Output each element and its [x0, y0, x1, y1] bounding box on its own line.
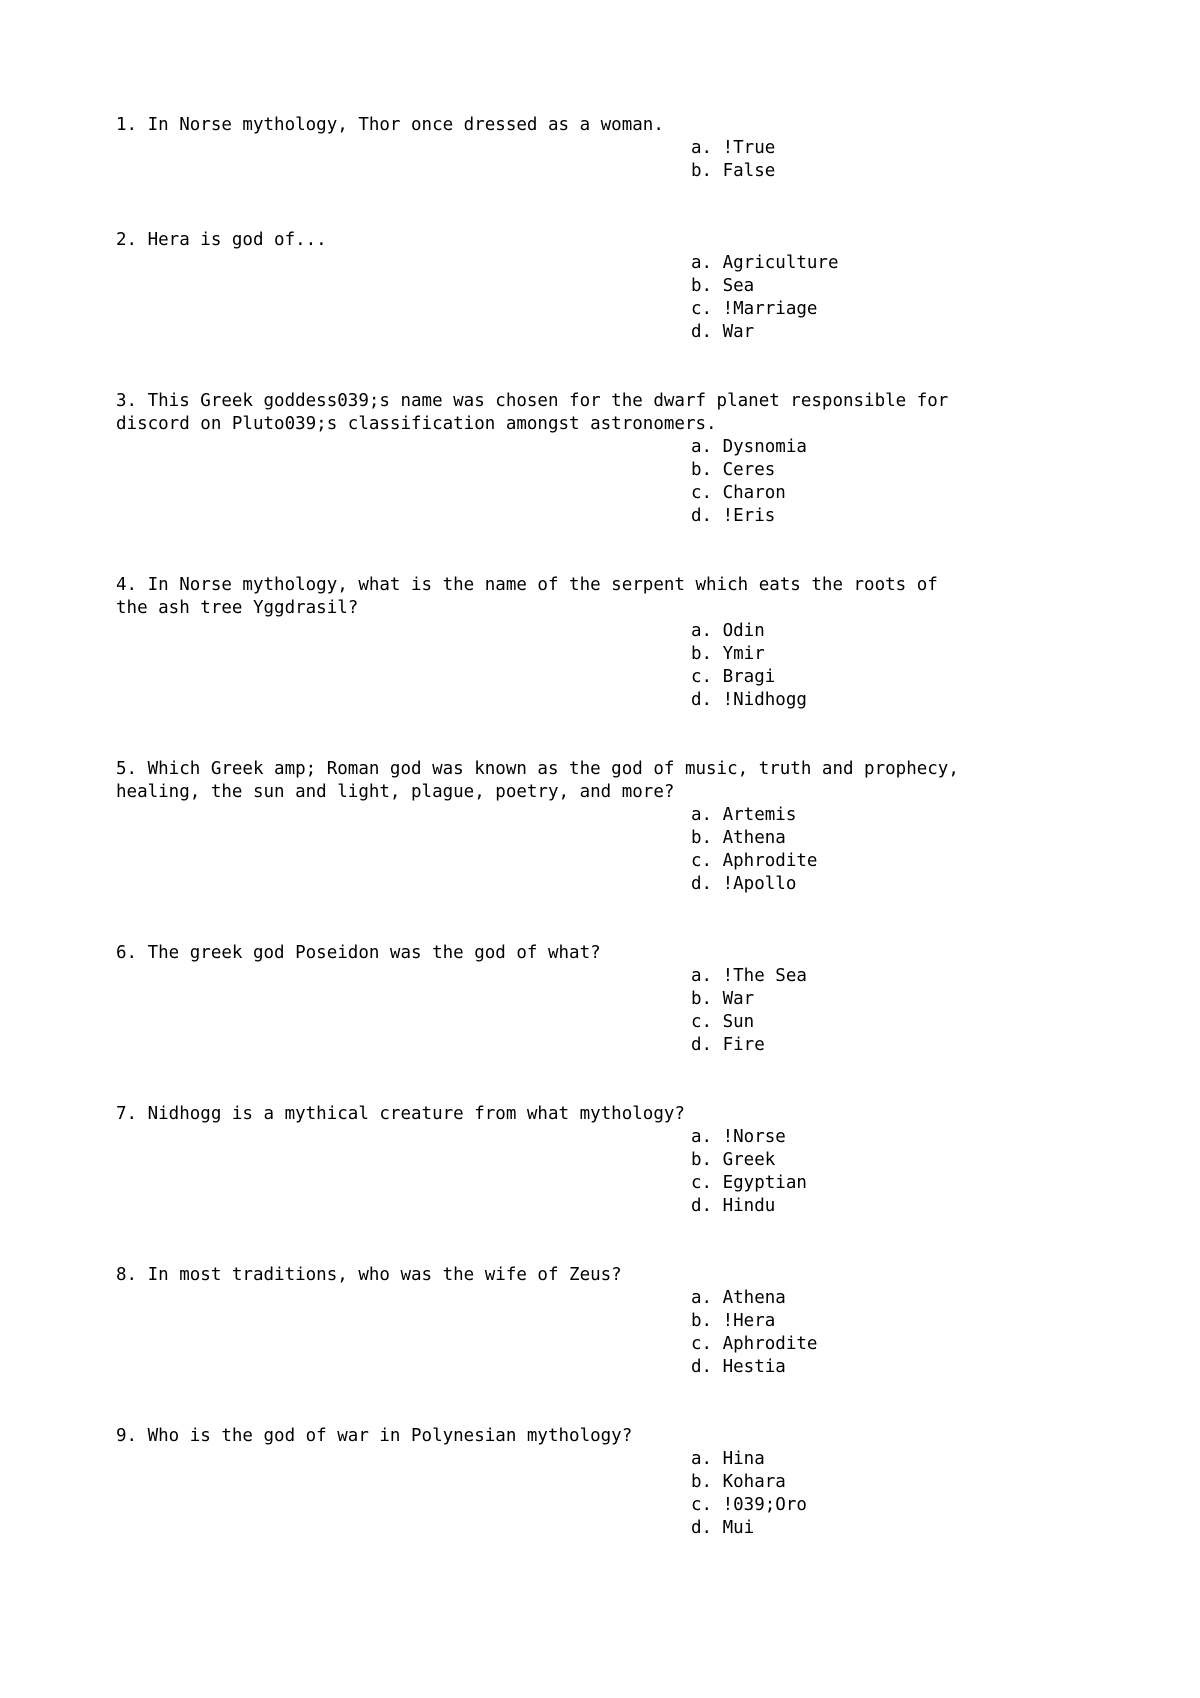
answer-option: d. War — [691, 322, 755, 342]
answer-options — [116, 804, 1096, 896]
answer-option: a. !True — [691, 138, 776, 158]
answer-option: c. Sun — [691, 1012, 755, 1032]
question-text: 3. This Greek goddess039;s name was chosen for the dwarf planet responsible for — [116, 391, 949, 411]
answer-option: d. !Apollo — [691, 874, 797, 894]
answer-option: b. Ceres — [691, 460, 776, 480]
answer-option: c. Charon — [691, 483, 786, 503]
answer-option: d. !Eris — [691, 506, 776, 526]
answer-option: a. !The Sea — [691, 966, 807, 986]
answer-option: a. Agriculture — [691, 253, 839, 273]
answer-options — [116, 1287, 1096, 1379]
answer-option: c. !Marriage — [691, 299, 818, 319]
question-5 — [116, 758, 1096, 896]
question-text: 8. In most traditions, who was the wife of Zeus? — [116, 1265, 622, 1285]
question-text: 4. In Norse mythology, what is the name of the serpent which eats the roots of — [116, 575, 938, 595]
question-9 — [116, 1425, 1096, 1540]
question-text: 6. The greek god Poseidon was the god of what? — [116, 943, 601, 963]
answer-option: b. Kohara — [691, 1472, 786, 1492]
answer-option: c. Aphrodite — [691, 1334, 818, 1354]
question-text-continued: discord on Pluto039;s classification amongst astronomers. — [116, 414, 717, 434]
answer-option: d. !Nidhogg — [691, 690, 807, 710]
question-text-continued: the ash tree Yggdrasil? — [116, 598, 359, 618]
question-text: 2. Hera is god of... — [116, 230, 327, 250]
question-8 — [116, 1264, 1096, 1379]
answer-option: d. Fire — [691, 1035, 765, 1055]
answer-option: a. Artemis — [691, 805, 797, 825]
answer-option: b. !Hera — [691, 1311, 776, 1331]
answer-options — [116, 252, 1096, 344]
answer-options — [116, 965, 1096, 1057]
question-7 — [116, 1103, 1096, 1218]
answer-option: c. Egyptian — [691, 1173, 807, 1193]
answer-options — [116, 1126, 1096, 1218]
answer-options — [116, 620, 1096, 712]
question-4 — [116, 574, 1096, 712]
answer-option: b. Athena — [691, 828, 786, 848]
answer-option: a. Dysnomia — [691, 437, 807, 457]
question-1 — [116, 114, 1096, 183]
answer-option: c. Aphrodite — [691, 851, 818, 871]
answer-options — [116, 1448, 1096, 1540]
question-6 — [116, 942, 1096, 1057]
answer-option: d. Mui — [691, 1518, 755, 1538]
answer-option: b. War — [691, 989, 755, 1009]
question-text: 7. Nidhogg is a mythical creature from what mythology? — [116, 1104, 685, 1124]
answer-option: b. Sea — [691, 276, 755, 296]
answer-option: a. Athena — [691, 1288, 786, 1308]
answer-option: a. !Norse — [691, 1127, 786, 1147]
answer-option: a. Odin — [691, 621, 765, 641]
answer-option: b. Ymir — [691, 644, 765, 664]
answer-option: d. Hindu — [691, 1196, 776, 1216]
answer-option: c. Bragi — [691, 667, 776, 687]
answer-options — [116, 436, 1096, 528]
question-text: 5. Which Greek amp; Roman god was known as the god of music, truth and prophecy, — [116, 759, 959, 779]
question-text: 9. Who is the god of war in Polynesian mythology? — [116, 1426, 633, 1446]
question-3 — [116, 390, 1096, 528]
question-text-continued: healing, the sun and light, plague, poetry, and more? — [116, 782, 675, 802]
answer-option: b. Greek — [691, 1150, 776, 1170]
answer-option: a. Hina — [691, 1449, 765, 1469]
question-2 — [116, 229, 1096, 344]
question-text: 1. In Norse mythology, Thor once dressed as a woman. — [116, 115, 664, 135]
answer-option: b. False — [691, 161, 776, 181]
answer-option: d. Hestia — [691, 1357, 786, 1377]
answer-option: c. !039;Oro — [691, 1495, 807, 1515]
answer-options — [116, 137, 1096, 183]
